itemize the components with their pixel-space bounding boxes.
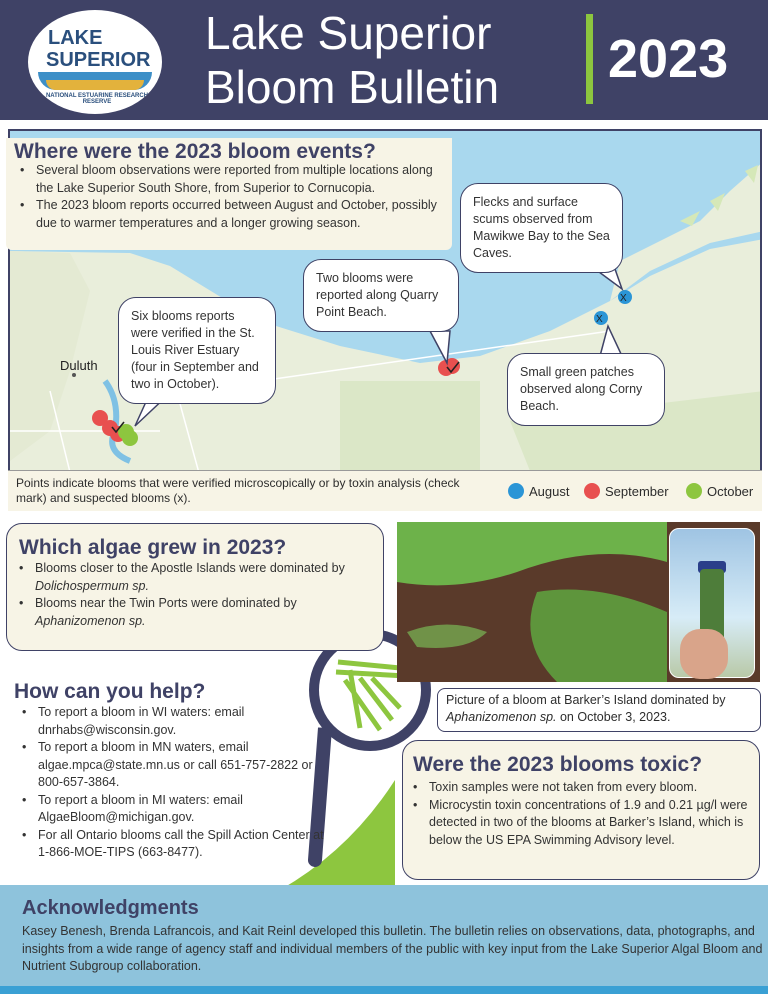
footer-strip xyxy=(0,986,768,994)
species-name: Aphanizomenon sp. xyxy=(446,710,557,724)
callout-corny: Small green patches observed along Corny Beach. xyxy=(507,353,665,426)
legend-label: August xyxy=(529,484,570,499)
logo-line1: LAKE xyxy=(48,27,103,49)
species-name: Dolichospermum sp. xyxy=(35,578,149,593)
list-item: • To report a bloom in MI waters: email AlgaeBloom@michigan.gov. xyxy=(16,792,326,827)
list-item: • Microcystin toxin concentrations of 1.9 and 0.21 µg/l were detected in two of the blooms at Barker’s Island, which is below the US EPA Swimming Advisory level. xyxy=(407,797,755,850)
list-item: • To report a bloom in MN waters, email algae.mpca@state.mn.us or call 651-757-2822 or 800-657-3864. xyxy=(16,739,326,792)
caption-text: on October 3, 2023. xyxy=(556,710,671,724)
algae-text: Blooms closer to the Apostle Islands were dominated by xyxy=(35,561,345,575)
title-line1: Lake Superior xyxy=(205,7,492,59)
legend-note: Points indicate blooms that were verified microscopically or by toxin analysis (check mark) and suspected blooms (x). xyxy=(16,476,460,505)
sample-vial-photo xyxy=(669,528,755,678)
legend-dot-icon xyxy=(686,483,702,499)
legend-label: September xyxy=(605,484,669,499)
legend-october xyxy=(686,483,753,499)
list-item: • To report a bloom in WI waters: email dnrhabs@wisconsin.gov. xyxy=(16,704,326,739)
list-item xyxy=(13,595,379,630)
list-item: • For all Ontario blooms call the Spill Action Center at 1-866-MOE-TIPS (663-8477). xyxy=(16,827,326,862)
map-legend xyxy=(8,470,762,511)
algae-bullets xyxy=(13,560,379,630)
forest-area xyxy=(340,381,480,471)
ack-heading: Acknowledgments xyxy=(22,897,199,919)
list-item: • The 2023 bloom reports occurred between August and October, possibly due to warmer temperatures and a longer growing season. xyxy=(14,197,450,232)
logo-shore-icon xyxy=(46,80,144,90)
hand xyxy=(680,629,728,679)
list-item: • Several bloom observations were reported from multiple locations along the Lake Superior South Shore, from Superior to Cornucopia. xyxy=(14,162,450,197)
map-bullets xyxy=(14,162,450,232)
city-label-duluth: Duluth xyxy=(60,358,98,373)
algae-heading: Which algae grew in 2023? xyxy=(19,536,287,559)
algae-card xyxy=(6,523,384,651)
toxic-bullets xyxy=(407,779,755,849)
list-item xyxy=(13,560,379,595)
legend-dot-icon xyxy=(584,483,600,499)
map-intro-panel xyxy=(6,138,452,250)
header-banner xyxy=(0,0,768,120)
x-mark-icon: X xyxy=(596,314,603,325)
lake-superior-logo xyxy=(28,10,162,114)
logo-arc-text: NATIONAL ESTUARINE RESEARCH RESERVE xyxy=(45,93,149,105)
bulletin-year: 2023 xyxy=(608,29,729,89)
toxic-card xyxy=(402,740,760,880)
legend-august xyxy=(508,483,569,499)
list-item: • Toxin samples were not taken from every bloom. xyxy=(407,779,755,797)
logo-line2: SUPERIOR xyxy=(46,49,151,71)
map-section-heading: Where were the 2023 bloom events? xyxy=(14,140,376,163)
callout-st-louis: Six blooms reports were verified in the St. Louis River Estuary (four in September and two in October). xyxy=(118,297,276,404)
ack-text: Kasey Benesh, Brenda Lafrancois, and Kait Reinl developed this bulletin. The bulletin relies on observations, data, photographs, and insights from a wide range of agency staff and individual members of the public with key input from the Lake Superior Algal Bloom and Nutrient Subgroup collaboration. xyxy=(22,924,763,973)
callout-tail xyxy=(430,331,450,363)
algae-scum-patch xyxy=(407,625,487,649)
algae-scum-patch xyxy=(397,522,667,585)
caption-text: Picture of a bloom at Barker’s Island dominated by xyxy=(446,693,726,707)
title-line2: Bloom Bulletin xyxy=(205,61,500,113)
marker-october-2[interactable] xyxy=(122,430,138,446)
duluth-dot xyxy=(72,373,76,377)
species-name: Aphanizomenon sp. xyxy=(35,613,146,628)
title-divider xyxy=(586,14,593,104)
legend-september xyxy=(584,483,669,499)
callout-mawikwe: Flecks and surface scums observed from Mawikwe Bay to the Sea Caves. xyxy=(460,183,623,273)
algae-scum-patch xyxy=(530,590,667,683)
help-heading: How can you help? xyxy=(14,680,206,703)
bloom-photo xyxy=(397,522,760,682)
legend-label: October xyxy=(707,484,754,499)
acknowledgments-section xyxy=(0,885,768,994)
callout-quarry: Two blooms were reported along Quarry Point Beach. xyxy=(303,259,459,332)
toxic-heading: Were the 2023 blooms toxic? xyxy=(413,753,703,776)
legend-dot-icon xyxy=(508,483,524,499)
algae-text: Blooms near the Twin Ports were dominated by xyxy=(35,596,297,610)
x-mark-icon: X xyxy=(620,293,627,304)
help-bullets xyxy=(16,704,326,862)
page-title xyxy=(205,6,499,114)
photo-caption xyxy=(437,688,761,732)
